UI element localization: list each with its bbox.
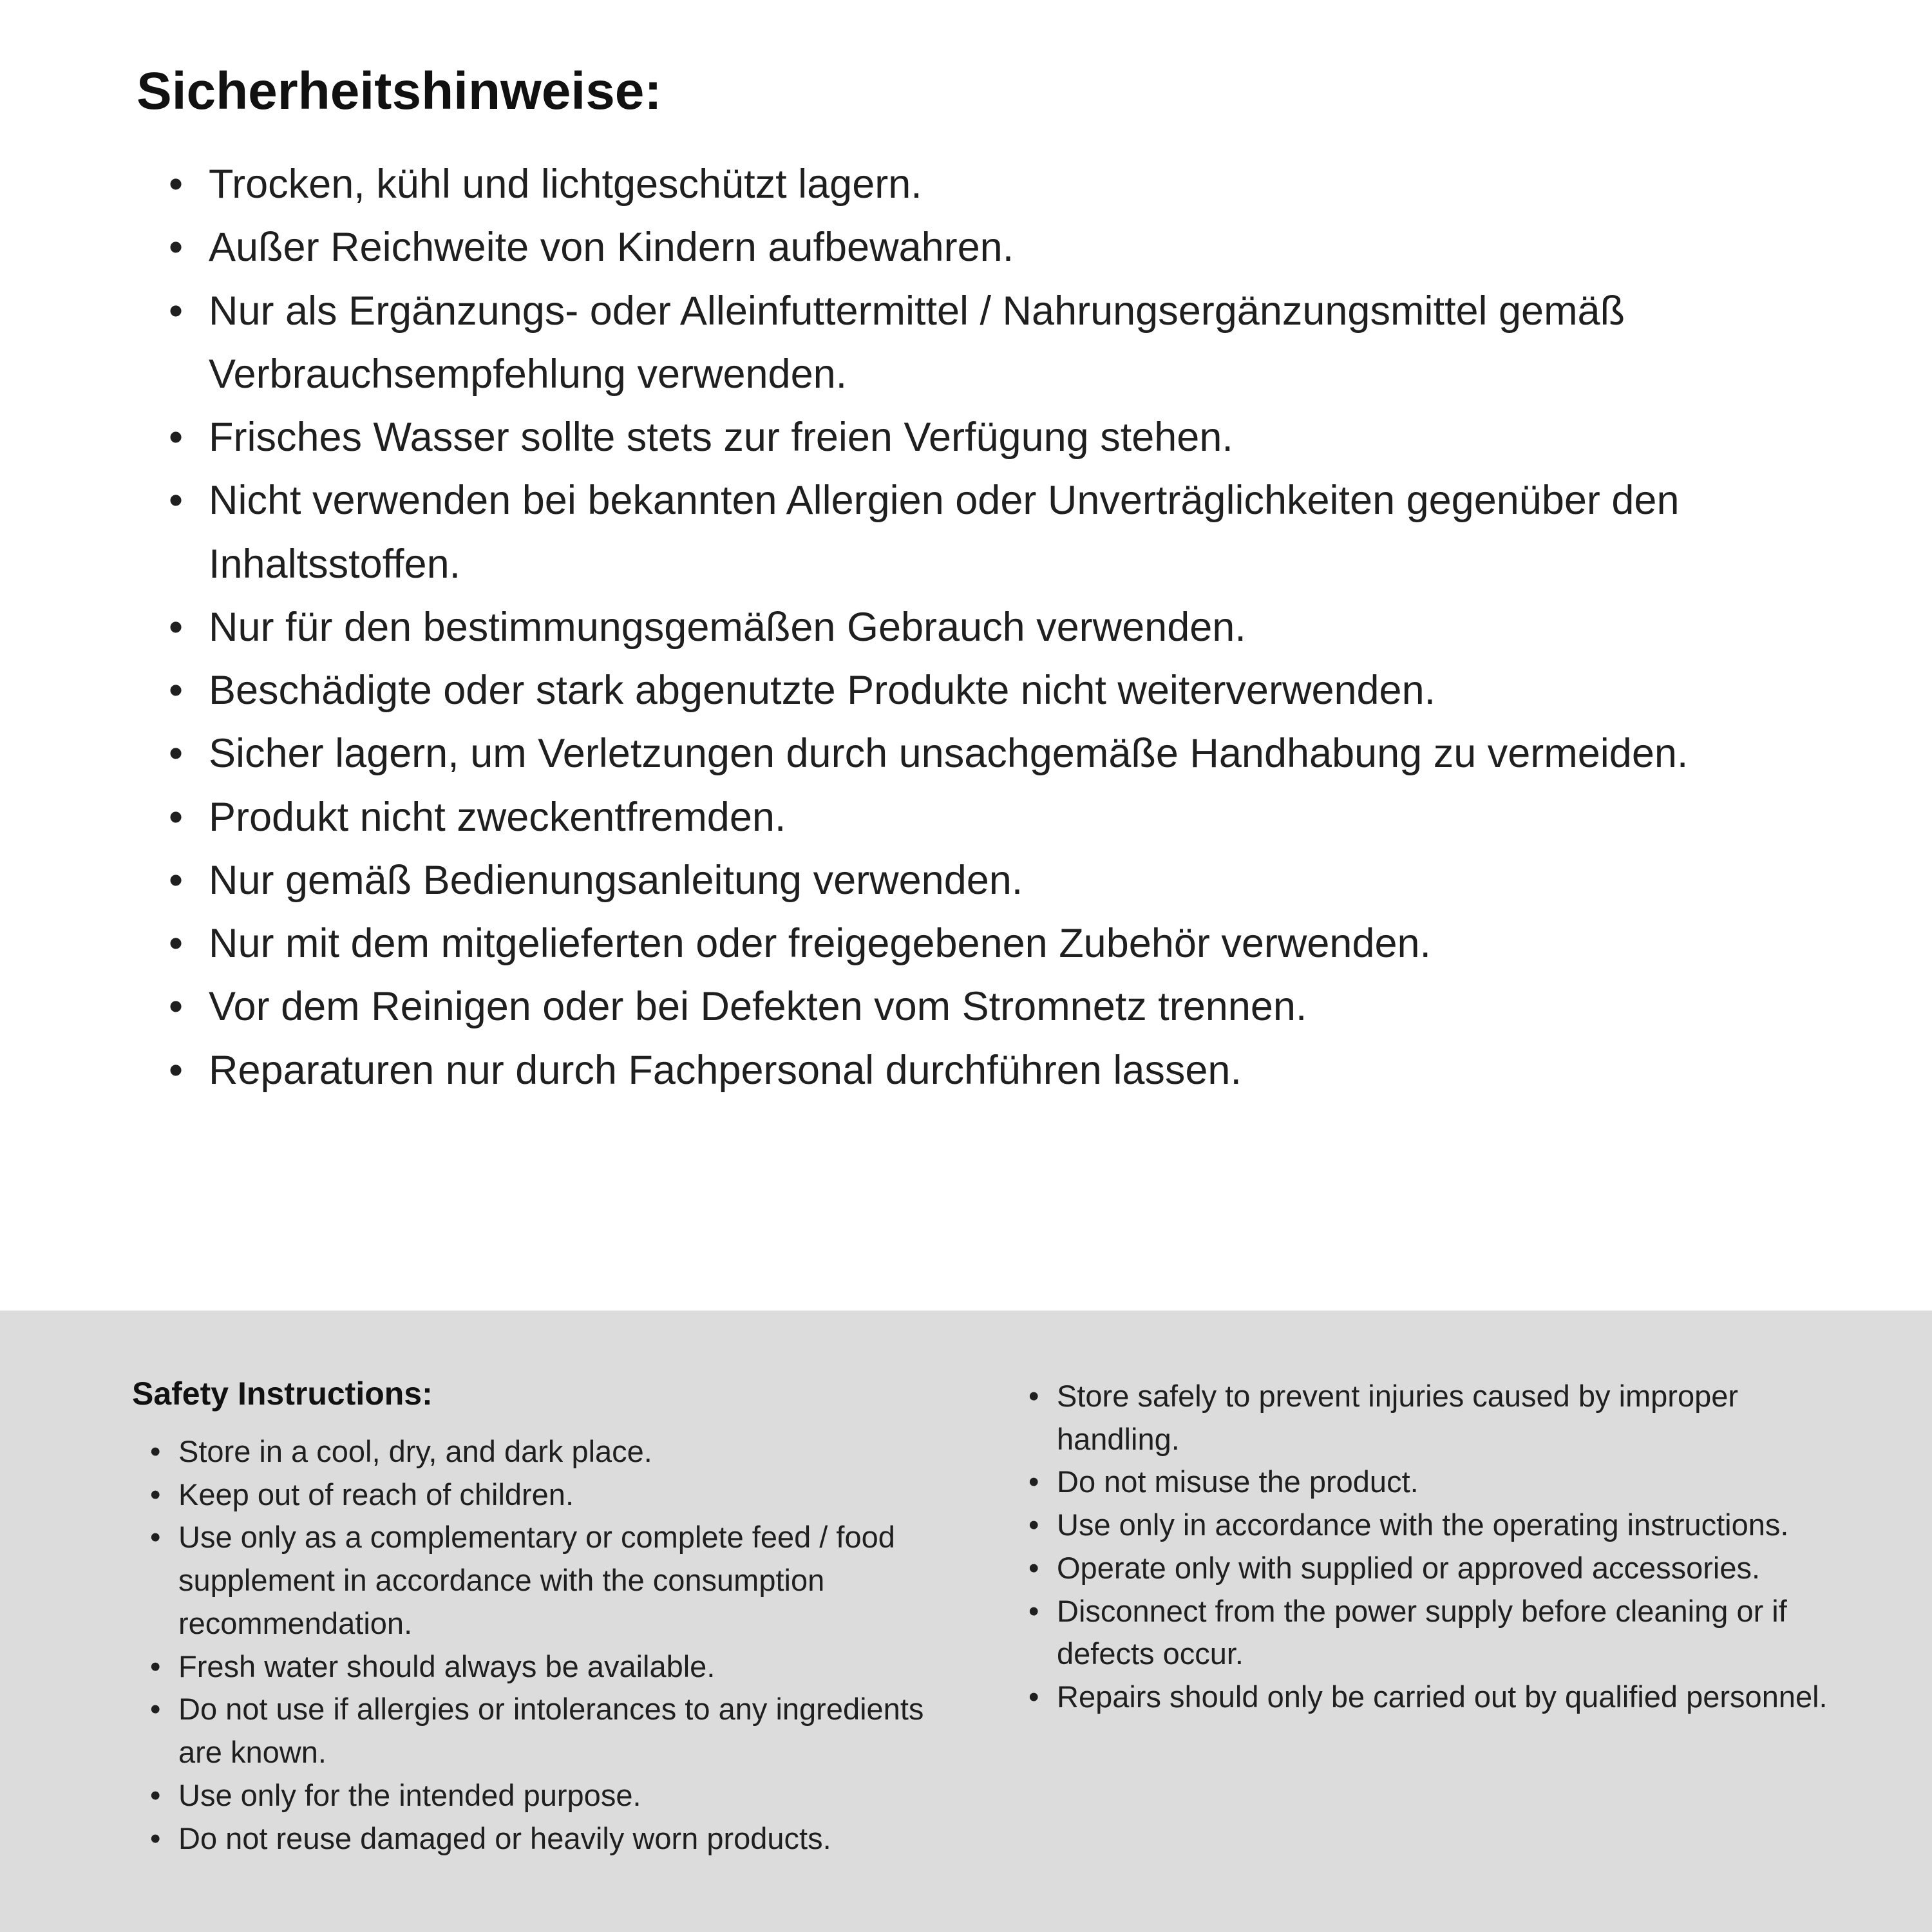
bullet-icon: • [150, 1434, 161, 1468]
list-item-text: Use only as a complementary or complete feed / food supplement in accordance with the consumption recommendation. [178, 1520, 895, 1640]
list-item [150, 1516, 953, 1645]
list-item [169, 1039, 1810, 1102]
list-item-text: Keep out of reach of children. [178, 1477, 574, 1511]
list-item-text: Use only in accordance with the operating instructions. [1057, 1508, 1789, 1542]
bullet-icon: • [1028, 1593, 1039, 1628]
list-item [169, 849, 1810, 912]
list-item-text: Disconnect from the power supply before cleaning or if defects occur. [1057, 1593, 1787, 1671]
list-item-text: Außer Reichweite von Kindern aufbewahren. [209, 225, 1014, 270]
list-item-text: Nicht verwenden bei bekannten Allergien oder Unverträglichkeiten gegenüber den Inhaltsstoffen. [209, 478, 1680, 587]
list-item-text: Sicher lagern, um Verletzungen durch unsachgemäße Handhabung zu vermeiden. [209, 731, 1689, 777]
list-item-text: Produkt nicht zweckentfremden. [209, 794, 786, 840]
bullet-icon: • [1028, 1379, 1039, 1413]
list-item [169, 406, 1810, 469]
list-item [150, 1645, 953, 1689]
english-safety-list-left [132, 1430, 953, 1860]
list-item [1028, 1375, 1835, 1461]
list-item [169, 912, 1810, 975]
list-item [169, 216, 1810, 279]
bullet-icon: • [1028, 1508, 1039, 1542]
list-item-text: Nur mit dem mitgelieferten oder freigegebenen Zubehör verwenden. [209, 921, 1432, 967]
bullet-icon: • [169, 604, 184, 650]
bullet-icon: • [150, 1821, 161, 1855]
list-item [169, 659, 1810, 722]
english-safety-list-right [1014, 1375, 1835, 1719]
list-item-text: Do not misuse the product. [1057, 1464, 1419, 1499]
bullet-icon: • [150, 1477, 161, 1511]
bullet-icon: • [1028, 1680, 1039, 1714]
list-item-text: Nur für den bestimmungsgemäßen Gebrauch verwenden. [209, 604, 1246, 650]
bullet-icon: • [1028, 1550, 1039, 1585]
bullet-icon: • [150, 1692, 161, 1727]
list-item [1028, 1547, 1835, 1590]
list-item [1028, 1676, 1835, 1719]
list-item-text: Beschädigte oder stark abgenutzte Produkte nicht weiterverwenden. [209, 668, 1436, 714]
list-item [169, 786, 1810, 849]
list-item-text: Store safely to prevent injuries caused by improper handling. [1057, 1379, 1739, 1456]
list-item [169, 469, 1810, 596]
bullet-icon: • [169, 1047, 184, 1093]
list-item [150, 1430, 953, 1473]
german-section-title: Sicherheitshinweise: [137, 62, 662, 120]
bullet-icon: • [169, 731, 184, 777]
list-item [169, 975, 1810, 1038]
bullet-icon: • [169, 668, 184, 714]
list-item [1028, 1590, 1835, 1676]
german-safety-list [137, 153, 1810, 1102]
bullet-icon: • [169, 162, 184, 207]
bullet-icon: • [169, 478, 184, 524]
list-item [150, 1473, 953, 1517]
bullet-icon: • [169, 415, 184, 460]
bullet-icon: • [1028, 1464, 1039, 1499]
list-item [169, 153, 1810, 216]
list-item [150, 1774, 953, 1817]
list-item-text: Nur als Ergänzungs- oder Alleinfuttermittel / Nahrungsergänzungsmittel gemäß Verbrauchsempfehlung verwenden. [209, 288, 1625, 397]
bullet-icon: • [169, 857, 184, 903]
list-item [169, 722, 1810, 785]
english-right-column [1014, 1375, 1835, 1719]
list-item [1028, 1461, 1835, 1504]
list-item-text: Use only for the intended purpose. [178, 1777, 641, 1812]
bullet-icon: • [169, 225, 184, 270]
bullet-icon: • [169, 288, 184, 334]
bullet-icon: • [169, 794, 184, 840]
list-item-text: Nur gemäß Bedienungsanleitung verwenden. [209, 857, 1023, 903]
bullet-icon: • [169, 984, 184, 1030]
list-item [169, 596, 1810, 659]
list-item-text: Reparaturen nur durch Fachpersonal durchführen lassen. [209, 1047, 1242, 1093]
list-item [1028, 1504, 1835, 1547]
list-item-text: Fresh water should always be available. [178, 1649, 715, 1683]
list-item-text: Trocken, kühl und lichtgeschützt lagern. [209, 162, 922, 207]
list-item [169, 279, 1810, 406]
list-item-text: Repairs should only be carried out by qualified personnel. [1057, 1680, 1828, 1714]
list-item [150, 1688, 953, 1774]
list-item-text: Frisches Wasser sollte stets zur freien Verfügung stehen. [209, 415, 1233, 460]
bullet-icon: • [150, 1520, 161, 1555]
bullet-icon: • [150, 1777, 161, 1812]
bullet-icon: • [169, 921, 184, 967]
list-item-text: Vor dem Reinigen oder bei Defekten vom Stromnetz trennen. [209, 984, 1307, 1030]
list-item-text: Operate only with supplied or approved accessories. [1057, 1550, 1761, 1585]
english-section [0, 1311, 1932, 1932]
list-item [150, 1817, 953, 1861]
list-item-text: Do not use if allergies or intolerances to any ingredients are known. [178, 1692, 924, 1770]
bullet-icon: • [150, 1649, 161, 1683]
english-left-column [132, 1375, 953, 1860]
english-section-title: Safety Instructions: [132, 1376, 433, 1412]
list-item-text: Do not reuse damaged or heavily worn products. [178, 1821, 831, 1855]
list-item-text: Store in a cool, dry, and dark place. [178, 1434, 652, 1468]
